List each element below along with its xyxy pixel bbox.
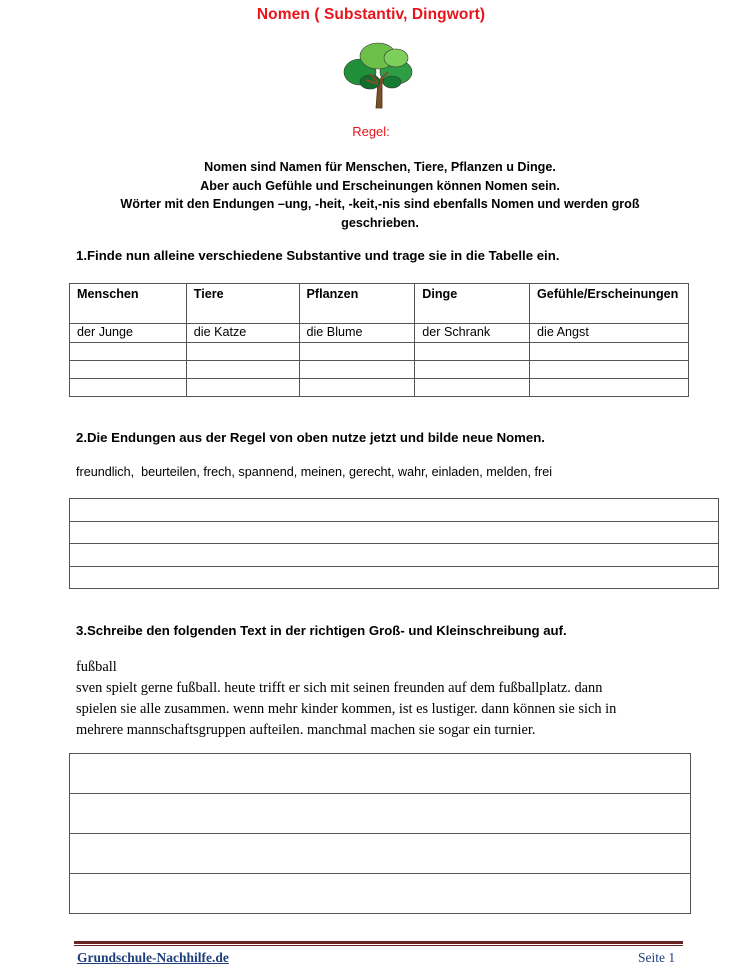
answer-cell[interactable] xyxy=(70,343,187,361)
column-header-dinge: Dinge xyxy=(415,284,530,324)
story-title: fußball xyxy=(76,659,117,675)
answer-cell[interactable] xyxy=(415,343,530,361)
answer-cell[interactable] xyxy=(530,379,689,397)
page-title: Nomen ( Substantiv, Dingwort) xyxy=(256,6,486,23)
answer-cell[interactable] xyxy=(186,343,299,361)
table-cell: der Schrank xyxy=(415,324,530,343)
page-number: Seite 1 xyxy=(638,950,676,965)
table-row-empty xyxy=(70,361,689,379)
answer-cell[interactable] xyxy=(530,343,689,361)
table-cell: der Junge xyxy=(70,324,187,343)
task3-answer-lines xyxy=(69,753,691,914)
task3-heading: 3.Schreibe den folgenden Text in der richtigen Groß- und Kleinschreibung auf. xyxy=(76,623,567,638)
rule-line: Nomen sind Namen für Menschen, Tiere, Pflanzen u Dinge. xyxy=(204,160,556,174)
answer-cell[interactable] xyxy=(186,361,299,379)
table-row-empty xyxy=(70,343,689,361)
story-line: mehrere mannschaftsgruppen aufteilen. manchmal machen sie sogar ein turnier. xyxy=(76,722,536,738)
answer-cell[interactable] xyxy=(415,379,530,397)
answer-cell[interactable] xyxy=(530,361,689,379)
task2-answer-lines xyxy=(69,498,719,589)
story-text xyxy=(76,657,616,741)
answer-cell[interactable] xyxy=(70,379,187,397)
answer-line[interactable] xyxy=(70,522,718,545)
answer-line[interactable] xyxy=(70,567,718,590)
table-row xyxy=(70,324,689,343)
footer-site-link[interactable]: Grundschule-Nachhilfe.de xyxy=(77,950,229,965)
answer-line[interactable] xyxy=(70,754,690,794)
table-cell: die Angst xyxy=(530,324,689,343)
table-cell: die Blume xyxy=(299,324,415,343)
footer-divider xyxy=(74,941,683,944)
rule-line: Wörter mit den Endungen –ung, -heit, -keit,-nis sind ebenfalls Nomen und werden groß xyxy=(120,197,640,211)
answer-line[interactable] xyxy=(70,499,718,522)
answer-cell[interactable] xyxy=(299,343,415,361)
story-line: spielen sie alle zusammen. wenn mehr kinder kommen, ist es lustiger. dann können sie sich in xyxy=(76,701,617,717)
table-row-empty xyxy=(70,379,689,397)
rule-line: geschrieben. xyxy=(341,215,419,230)
table-cell: die Katze xyxy=(186,324,299,343)
answer-cell[interactable] xyxy=(186,379,299,397)
column-header-pflanzen: Pflanzen xyxy=(299,284,415,324)
answer-cell[interactable] xyxy=(299,361,415,379)
rule-text xyxy=(90,158,670,232)
column-header-gefuehle: Gefühle/Erscheinungen xyxy=(530,284,689,324)
table-header-row xyxy=(70,284,689,324)
task1-heading: 1.Finde nun alleine verschiedene Substantive und trage sie in die Tabelle ein. xyxy=(76,248,560,263)
answer-line[interactable] xyxy=(70,874,690,914)
answer-cell[interactable] xyxy=(415,361,530,379)
answer-line[interactable] xyxy=(70,834,690,874)
story-line: sven spielt gerne fußball. heute trifft er sich mit seinen freunden auf dem fußballplatz. dann xyxy=(76,680,603,696)
tree-icon xyxy=(340,38,416,110)
rule-label: Regel: xyxy=(352,124,390,139)
rule-line: Aber auch Gefühle und Erscheinungen können Nomen sein. xyxy=(200,178,560,193)
answer-cell[interactable] xyxy=(299,379,415,397)
footer-divider-thin xyxy=(74,945,683,946)
answer-cell[interactable] xyxy=(70,361,187,379)
task2-word-list: freundlich, beurteilen, frech, spannend, meinen, gerecht, wahr, einladen, melden, frei xyxy=(76,465,553,479)
task2-heading: 2.Die Endungen aus der Regel von oben nutze jetzt und bilde neue Nomen. xyxy=(76,430,545,445)
answer-line[interactable] xyxy=(70,794,690,834)
answer-line[interactable] xyxy=(70,544,718,567)
column-header-menschen: Menschen xyxy=(70,284,187,324)
column-header-tiere: Tiere xyxy=(186,284,299,324)
noun-table xyxy=(69,283,689,397)
